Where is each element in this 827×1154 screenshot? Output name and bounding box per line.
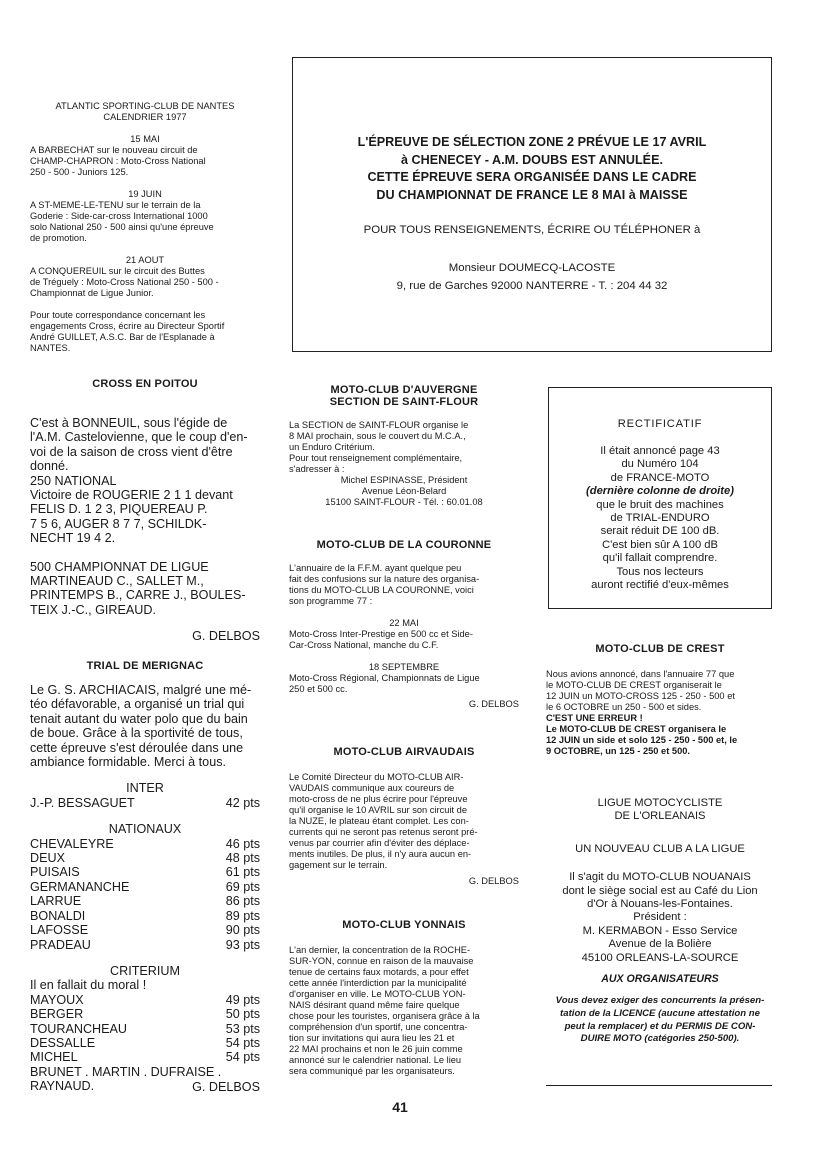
section-title: SECTION DE SAINT-FLOUR xyxy=(329,396,479,408)
text-line: 8 MAI prochain, sous le couvert du M.C.A., xyxy=(289,431,466,441)
text-line: 12 JUIN un side et solo 125 - 250 - 500 et, le xyxy=(546,735,738,745)
rider-points: 89 pts xyxy=(225,908,260,923)
rider-name: CHEVALEYRE xyxy=(30,836,114,851)
date: 22 MAI xyxy=(389,618,419,628)
section-title: CROSS EN POITOU xyxy=(92,378,198,390)
text-line: Nous avions annoncé, dans l'annuaire 77 que xyxy=(546,669,735,679)
text-line: le MOTO-CLUB DE CREST organiserait le xyxy=(546,680,722,690)
contact-address: 9, rue de Garches 92000 NANTERRE - T. : 204 44 32 xyxy=(396,280,668,292)
signature: G. DELBOS xyxy=(192,1079,260,1094)
contact-line: M. KERMABON - Esso Service xyxy=(582,924,738,937)
text-line: A ST-MEME-LE-TENU sur le terrain de la xyxy=(30,200,201,210)
text-line: de Tréguely : Moto-Cross National 250 - 500 - xyxy=(30,277,219,287)
rider-name: DESSALLE xyxy=(30,1035,96,1050)
text-line: C'est bien sûr A 100 dB xyxy=(602,538,718,551)
text-line: auront rectifié d'eux-mêmes xyxy=(591,579,729,592)
text-line: chose pour les touristes, organisera grâce à la xyxy=(289,1011,480,1021)
text-line: Championnat de Ligue Junior. xyxy=(30,288,154,298)
result-row xyxy=(30,1022,260,1036)
announcement-headline xyxy=(293,134,771,204)
text-line: venus par courrier afin d'éviter des déplace- xyxy=(289,838,470,848)
text-line: NAIS désirant quand même faire quelque xyxy=(289,1000,460,1010)
text-line: 7 5 6, AUGER 8 7 7, SCHILDK- xyxy=(30,516,207,531)
text-line: engagements Cross, écrire au Directeur Sportif xyxy=(30,321,225,331)
signature: G. DELBOS xyxy=(468,876,519,886)
result-row xyxy=(30,880,260,894)
text-line: Il en fallait du moral ! xyxy=(30,978,147,993)
couronne-section xyxy=(289,539,519,710)
signature: G. DELBOS xyxy=(192,629,260,644)
section-title: MOTO-CLUB DE CREST xyxy=(595,643,725,655)
date: 15 MAI xyxy=(130,134,160,144)
atlantic-section xyxy=(30,101,260,354)
text-line: C'est à BONNEUIL, sous l'égide de xyxy=(30,416,228,430)
text-line: de FRANCE-MOTO xyxy=(610,471,710,484)
contact-line: Avenue Léon-Belard xyxy=(361,486,447,496)
rider-points: 49 pts xyxy=(225,992,260,1007)
text-line: solo National 250 - 500 ainsi qu'une épreuve xyxy=(30,222,214,232)
rider-name: J.-P. BESSAGUET xyxy=(30,795,135,810)
rider-name: PUISAIS xyxy=(30,865,80,880)
date: 19 JUIN xyxy=(128,189,162,199)
rider-points: 90 pts xyxy=(225,923,260,938)
text-line: Car-Cross National, manche du C.F. xyxy=(289,640,439,650)
yonnais-section xyxy=(289,919,519,1077)
result-row xyxy=(30,1036,260,1050)
text-line: TEIX J.-C., GIREAUD. xyxy=(30,602,156,617)
text-line: (dernière colonne de droite) xyxy=(586,485,734,498)
text-line: d'Or à Nouans-les-Fontaines. xyxy=(587,898,733,911)
text-line: du Numéro 104 xyxy=(621,458,699,471)
headline-line: à CHENECEY - A.M. DOUBS EST ANNULÉE. xyxy=(401,152,663,167)
text-line: un Enduro Critérium. xyxy=(289,442,375,452)
contact-name: Monsieur DOUMECQ-LACOSTE xyxy=(448,262,616,274)
rider-points: 54 pts xyxy=(225,1035,260,1050)
text-line: A CONQUEREUIL sur le circuit des Buttes xyxy=(30,266,205,276)
rider-points: 42 pts xyxy=(225,795,260,810)
contact-line: 45100 ORLEANS-LA-SOURCE xyxy=(581,951,739,964)
headline-line: CETTE ÉPREUVE SERA ORGANISÉE DANS LE CADRE xyxy=(367,170,697,185)
atlantic-title: ATLANTIC SPORTING-CLUB DE NANTES xyxy=(55,101,235,111)
section-subtitle: UN NOUVEAU CLUB A LA LIGUE xyxy=(575,842,745,855)
result-row xyxy=(30,909,260,923)
text-line: currents qui ne seront pas retenus seront pré- xyxy=(289,827,478,837)
text-line: 12 JUIN un MOTO-CROSS 125 - 250 - 500 et xyxy=(546,691,735,701)
signature: G. DELBOS xyxy=(468,699,519,709)
rider-points: 69 pts xyxy=(225,879,260,894)
text-line: moto-cross de ne plus écrire pour l'épreuve xyxy=(289,794,468,804)
text-line: la NUZE, le plateau étant complet. Les con- xyxy=(289,816,469,826)
contact-line: Michel ESPINASSE, Président xyxy=(340,475,468,485)
rider-points: 50 pts xyxy=(225,1007,260,1022)
text-line: NECHT 19 4 2. xyxy=(30,531,116,546)
rider-name: TOURANCHEAU xyxy=(30,1021,128,1036)
text-line: téo défavorable, a organisé un trial qui xyxy=(30,697,245,712)
result-row xyxy=(30,938,260,952)
text-line: 250 - 500 - Juniors 125. xyxy=(30,167,129,177)
result-row xyxy=(30,923,260,937)
text-line: donné. xyxy=(30,459,69,474)
text-line: gagement sur le terrain. xyxy=(289,860,388,870)
contact-line: Avenue de la Bolière xyxy=(608,938,712,951)
text-line: voi de la saison de cross vient d'être xyxy=(30,444,233,459)
text-line: 22 MAI prochains et non le 26 juin comme xyxy=(289,1044,463,1054)
text-line: SUR-YON, connue en raison de la mauvaise xyxy=(289,956,474,966)
text-line: de TRIAL-ENDURO xyxy=(610,512,710,525)
text-line: de promotion. xyxy=(30,233,87,243)
text-line: tions du MOTO-CLUB LA COURONNE, voici xyxy=(289,585,474,595)
section-title: DE L'ORLEANAIS xyxy=(614,810,706,823)
text-line: Le Comité Directeur du MOTO-CLUB AIR- xyxy=(289,772,464,782)
section-title: MOTO-CLUB AIRVAUDAIS xyxy=(333,746,475,758)
rider-points: 46 pts xyxy=(225,836,260,851)
text-line: L'an dernier, la concentration de la ROCHE- xyxy=(289,945,471,955)
text-line: tenue de certains faux motards, a pour effet xyxy=(289,967,469,977)
text-line: FELIS D. 1 2 3, PIQUEREAU P. xyxy=(30,502,208,517)
result-row xyxy=(30,1050,260,1064)
text-line: annoncé sur le calendrier national. Le lieu xyxy=(289,1055,462,1065)
text-line: d'organiser en ville. Le MOTO-CLUB YON- xyxy=(289,989,466,999)
section-title: LIGUE MOTOCYCLISTE xyxy=(597,797,723,809)
text-line: A BARBECHAT sur le nouveau circuit de xyxy=(30,145,198,155)
text-line: Tous nos lecteurs xyxy=(616,565,704,578)
text-line: qu'il fallait comprendre. xyxy=(602,552,718,565)
category-title: INTER xyxy=(126,781,164,796)
text-line: tation de la LICENCE (aucune attestation ne xyxy=(560,1008,760,1020)
announcement-box xyxy=(292,57,772,352)
text-line: Le MOTO-CLUB DE CREST organisera le xyxy=(546,724,727,734)
text-line: NANTES. xyxy=(30,343,71,353)
crest-section xyxy=(546,643,774,757)
text-line: 9 OCTOBRE, un 125 - 250 et 500. xyxy=(546,746,690,756)
text-line: tion sur invitations qui aura lieu les 21 et xyxy=(289,1033,455,1043)
text-line: MARTINEAUD C., SALLET M., xyxy=(30,574,204,589)
text-line: Victoire de ROUGERIE 2 1 1 devant xyxy=(30,488,233,503)
text-line: Il était annoncé page 43 xyxy=(600,445,720,457)
atlantic-subtitle: CALENDRIER 1977 xyxy=(103,112,187,122)
text-line: son programme 77 : xyxy=(289,596,373,606)
result-row xyxy=(30,865,260,879)
text-line: serait réduit DE 100 dB. xyxy=(600,525,720,538)
text-line: Il s'agit du MOTO-CLUB NOUANAIS xyxy=(569,871,751,884)
text-line: ambiance formidable. Merci à tous. xyxy=(30,755,226,770)
info-line: POUR TOUS RENSEIGNEMENTS, ÉCRIRE OU TÉLÉPHONER à xyxy=(363,224,701,236)
text-line: C'EST UNE ERREUR ! xyxy=(546,713,643,723)
section-title: MOTO-CLUB D'AUVERGNE xyxy=(330,384,478,396)
text-line: dont le siège social est au Café du Lion xyxy=(562,884,758,897)
airvaudais-section xyxy=(289,746,519,887)
headline-line: L'ÉPREUVE DE SÉLECTION ZONE 2 PRÉVUE LE 17 AVRIL xyxy=(357,135,707,149)
merignac-body xyxy=(30,683,260,1094)
rider-name: LAFOSSE xyxy=(30,923,89,938)
text-line: qu'il organise le 10 AVRIL sur son circuit de xyxy=(289,805,467,815)
divider-line xyxy=(546,1085,772,1086)
text-line: DUIRE MOTO (catégories 250-500). xyxy=(580,1033,740,1045)
rider-name: GERMANANCHE xyxy=(30,879,130,894)
rider-name: BERGER xyxy=(30,1007,84,1022)
text-line: de boue. Grâce à la sportivité de tous, xyxy=(30,726,243,741)
date: 21 AOUT xyxy=(125,255,165,265)
text-line: VAUDAIS communique aux coureurs de xyxy=(289,783,455,793)
section-title: TRIAL DE MERIGNAC xyxy=(86,660,204,672)
section-title: AUX ORGANISATEURS xyxy=(601,973,719,986)
rider-name: PRADEAU xyxy=(30,937,91,952)
rider-points: 93 pts xyxy=(225,937,260,952)
contact-line: 15100 SAINT-FLOUR - Tél. : 60.01.08 xyxy=(325,497,483,507)
result-row xyxy=(30,993,260,1007)
section-title: MOTO-CLUB YONNAIS xyxy=(342,919,466,931)
text-line: sera communiqué par les organisateurs. xyxy=(289,1066,455,1076)
text-line: fait des confusions sur la nature des organisa- xyxy=(289,574,480,584)
text-line: cette année l'interdiction par la municipalité xyxy=(289,978,467,988)
category-title: NATIONAUX xyxy=(108,822,182,837)
result-row xyxy=(30,851,260,865)
text-line: Moto-Cross Inter-Prestige en 500 cc et Side- xyxy=(289,629,473,639)
rider-name: MAYOUX xyxy=(30,992,84,1007)
auvergne-section xyxy=(289,384,519,508)
rider-name: MICHEL xyxy=(30,1050,78,1065)
text-line: CHAMP-CHAPRON : Moto-Cross National xyxy=(30,156,206,166)
text-line: cette épreuve s'est déroulée dans une xyxy=(30,740,244,755)
rider-name: LARRUE xyxy=(30,894,82,909)
text-line: que le bruit des machines xyxy=(596,498,724,511)
text-line: ments inutiles. De plus, il n'y aura aucun en- xyxy=(289,849,472,859)
text-line: Vous devez exiger des concurrents la présen- xyxy=(555,995,765,1007)
result-row xyxy=(30,1007,260,1021)
result-row xyxy=(30,796,260,810)
ligue-section xyxy=(546,797,774,1046)
rectificatif-box xyxy=(548,387,772,609)
result-row xyxy=(30,894,260,908)
rider-points: 61 pts xyxy=(225,865,260,880)
rider-points: 54 pts xyxy=(225,1050,260,1065)
text-line: BRUNET . MARTIN . DUFRAISE . xyxy=(30,1064,222,1079)
rider-name: DEUX xyxy=(30,851,65,866)
text-line: RAYNAUD. xyxy=(30,1079,95,1094)
text-line: Le G. S. ARCHIACAIS, malgré une mé- xyxy=(30,683,252,697)
text-line: Goderie : Side-car-cross International 1000 xyxy=(30,211,208,221)
result-row xyxy=(30,837,260,851)
category-title: CRITERIUM xyxy=(110,963,180,978)
section-title: MOTO-CLUB DE LA COURONNE xyxy=(316,539,492,551)
poitou-body xyxy=(30,416,260,644)
rider-points: 48 pts xyxy=(225,851,260,866)
text-line: Président : xyxy=(633,911,687,924)
text-line: 500 CHAMPIONNAT DE LIGUE xyxy=(30,559,209,574)
headline-line: DU CHAMPIONNAT DE FRANCE LE 8 MAI à MAISSE xyxy=(376,187,688,202)
rider-name: BONALDI xyxy=(30,908,86,923)
text-line: 250 et 500 cc. xyxy=(289,684,348,694)
text-line: Pour tout renseignement complémentaire, xyxy=(289,453,463,463)
text-line: compréhension d'un sportif, une concentra- xyxy=(289,1022,468,1032)
rider-points: 86 pts xyxy=(225,894,260,909)
text-line: peut la remplacer) et du PERMIS DE CON- xyxy=(564,1020,756,1032)
text-line: le 6 OCTOBRE un 250 - 500 et sides. xyxy=(546,702,702,712)
text-line: L'annuaire de la F.F.M. ayant quelque peu xyxy=(289,563,462,573)
text-line: tenait autant du water polo que du bain xyxy=(30,711,248,726)
text-line: André GUILLET, A.S.C. Bar de l'Esplanade à xyxy=(30,332,215,342)
text-line: l'A.M. Castelovienne, que le coup d'en- xyxy=(30,430,248,445)
text-line: Moto-Cross Régional, Championnats de Ligue xyxy=(289,673,480,683)
text-line: s'adresser à : xyxy=(289,464,345,474)
date: 18 SEPTEMBRE xyxy=(368,662,440,672)
box-title: RECTIFICATIF xyxy=(617,418,703,430)
text-line: 250 NATIONAL xyxy=(30,473,117,488)
text-line: PRINTEMPS B., CARRE J., BOULES- xyxy=(30,588,246,603)
rider-points: 53 pts xyxy=(225,1021,260,1036)
page-number: 41 xyxy=(392,1099,408,1115)
text-line: Pour toute correspondance concernant les xyxy=(30,310,206,320)
text-line: La SECTION de SAINT-FLOUR organise le xyxy=(289,420,469,430)
